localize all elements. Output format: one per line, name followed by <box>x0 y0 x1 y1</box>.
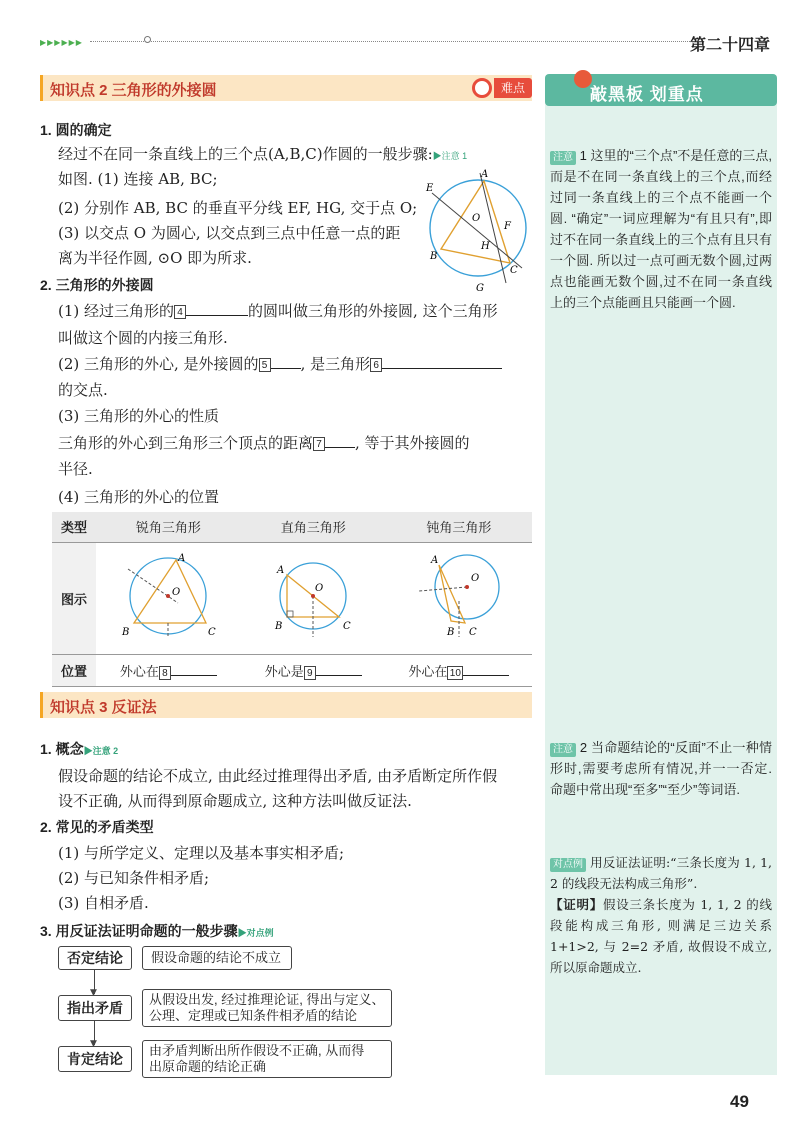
note-text: 这里的“三个点”不是任意的三点,而是不在同一条直线上的三个点,而经过同一条直线上的三个点不能画一个圆. “确定”一词应理解为“有且只有”,即过不在同一条直线上的三个点有且只有一个圆. 所以过一点可画无数个圆,过两点也能画无数个圆,过不在同一条直线上的三个点能画且只能画一个圆. <box>550 148 772 310</box>
fig1-label: E <box>426 183 434 194</box>
example-text: 用反证法证明:“三条长度为 1, 1, 2 的线段无法构成三角形”. <box>550 855 772 891</box>
tri-label: O <box>315 583 324 594</box>
answer-box: 6 <box>370 358 382 372</box>
answer-blank[interactable] <box>186 300 248 316</box>
section-title: 知识点 3 反证法 <box>50 699 157 716</box>
paragraph <box>58 142 467 168</box>
paragraph: (3) 自相矛盾. <box>58 894 149 912</box>
difficulty-badge: 难点 <box>494 78 532 98</box>
flow-desc: 从假设出发, 经过推理论证, 得出与定义、 公理、定理或已知条件相矛盾的结论 <box>142 989 392 1027</box>
heading-concept: 1. 概念▶注意 2 <box>40 741 119 757</box>
heading-circle-determination: 1. 圆的确定 <box>40 122 112 138</box>
position-cell: 外心在 10 <box>386 654 532 686</box>
text: 经过不在同一条直线上的三个点(A,B,C)作圆的一般步骤: <box>58 145 433 163</box>
answer-blank[interactable] <box>382 353 502 369</box>
answer-box: 4 <box>174 305 186 319</box>
position-cell: 外心在 8 <box>96 654 241 686</box>
flow-step-affirm: 肯定结论 <box>58 1046 132 1072</box>
paragraph: (4) 三角形的外心的位置 <box>58 488 220 506</box>
paragraph: (3) 以交点 O 为圆心, 以交点到三点中任意一点的距 <box>58 224 401 242</box>
note-link[interactable]: ▶注意 2 <box>83 746 119 756</box>
sidebar-note-2 <box>550 737 772 800</box>
fig1-label: G <box>476 283 484 294</box>
paragraph: 的交点. <box>58 381 108 399</box>
table-header-cell: 类型 <box>52 512 96 542</box>
note-tag: 注意 <box>550 151 576 165</box>
arrow-down-icon: ▼ <box>90 1039 97 1049</box>
heading-contradictions: 2. 常见的矛盾类型 <box>40 819 154 835</box>
tri-label: C <box>208 627 217 638</box>
table-header-cell: 直角三角形 <box>241 512 386 542</box>
note-link[interactable]: ▶注意 1 <box>432 151 468 161</box>
note-tag: 注意 <box>550 743 576 757</box>
tri-label: C <box>468 627 477 638</box>
paragraph: (1) 经过三角形的 4 的圆叫做三角形的外接圆, 这个三角形 <box>58 302 498 320</box>
flow-step-negate: 否定结论 <box>58 946 132 970</box>
circumcircle-construction-figure <box>418 165 536 295</box>
arrow-down-icon: ▼ <box>90 988 97 998</box>
table-header-cell: 钝角三角形 <box>386 512 532 542</box>
paragraph: (2) 三角形的外心, 是外接圆的 5 , 是三角形 6 <box>58 352 538 376</box>
answer-box: 5 <box>259 358 271 372</box>
heading-circumcircle: 2. 三角形的外接圆 <box>40 277 154 293</box>
paragraph: 离为半径作圆, ⊙O 即为所求. <box>58 249 252 267</box>
paragraph: 叫做这个圆的内接三角形. <box>58 329 228 347</box>
sidebar-title: 敲黑板 划重点 <box>590 85 704 104</box>
section-title: 知识点 2 三角形的外接圆 <box>50 82 217 99</box>
obtuse-triangle-figure <box>386 542 532 654</box>
paragraph: (3) 三角形的外心的性质 <box>58 407 220 425</box>
paragraph: (2) 与已知条件相矛盾; <box>58 869 210 887</box>
tri-label: A <box>277 565 285 576</box>
tri-label: O <box>470 573 480 584</box>
fig1-label: A <box>481 169 489 180</box>
fig1-label: B <box>430 251 438 262</box>
flow-step-contradiction: 指出矛盾 <box>58 995 132 1021</box>
tri-label: B <box>122 627 130 638</box>
fig1-label: O <box>472 213 481 224</box>
tri-label: O <box>172 587 181 598</box>
position-cell: 外心是 9 <box>241 654 386 686</box>
note-number: 2 <box>579 740 588 755</box>
flow-desc: 假设命题的结论不成立 <box>142 946 292 970</box>
answer-blank[interactable] <box>325 432 355 448</box>
page-number: 49 <box>730 1092 749 1111</box>
fig1-label: H <box>481 241 490 252</box>
acute-triangle-figure <box>96 542 241 654</box>
paragraph: 三角形的外心到三角形三个顶点的距离 7 , 等于其外接圆的 <box>58 434 470 452</box>
header-arrows-icon: ▶▶▶▶▶▶ <box>40 38 83 47</box>
flow-desc: 由矛盾判断出所作假设不正确, 从而得 出原命题的结论正确 <box>142 1040 392 1078</box>
sidebar-note-1 <box>550 145 772 313</box>
tri-label: C <box>343 621 351 632</box>
note-link[interactable]: ▶对点例 <box>237 928 274 938</box>
proof-label: 【证明】 <box>550 897 603 912</box>
circumcenter-position-table <box>52 512 532 687</box>
tri-label: A <box>430 555 439 566</box>
answer-box: 7 <box>313 437 325 451</box>
paragraph: 假设命题的结论不成立, 由此经过推理得出矛盾, 由矛盾断定所作假 <box>58 767 498 785</box>
tri-label: B <box>275 621 283 632</box>
paragraph: 半径. <box>58 460 93 478</box>
header-circle-icon <box>144 36 151 43</box>
paragraph: (1) 与所学定义、定理以及基本事实相矛盾; <box>58 844 345 862</box>
paragraph: (2) 分别作 AB, BC 的垂直平分线 EF, HG, 交于点 O; <box>58 199 418 217</box>
paragraph: 设不正确, 从而得到原命题成立, 这种方法叫做反证法. <box>58 792 412 810</box>
target-icon <box>472 78 492 98</box>
fig1-label: C <box>510 265 518 276</box>
proof-text: 假设三条长度为 1, 1, 2 的线段能构成三角形, 则满足三边关系 1+1>2, 与 2=2 矛盾, 故假设不成立, 所以原命题成立. <box>550 897 772 975</box>
table-row-label: 位置 <box>52 654 96 686</box>
note-text: 当命题结论的“反面”不止一种情形时,需要考虑所有情况,并一一否定. 命题中常出现“至多”“至少”等词语. <box>550 740 772 797</box>
chapter-title: 第二十四章 <box>690 37 771 54</box>
right-triangle-figure <box>241 542 386 654</box>
table-row-label: 图示 <box>52 542 96 654</box>
note-number: 1 <box>579 148 587 163</box>
tri-label: A <box>178 553 186 564</box>
paragraph: 如图. (1) 连接 AB, BC; <box>58 170 218 188</box>
sidebar-example <box>550 852 772 978</box>
header-rule <box>90 41 690 42</box>
fig1-label: F <box>504 221 511 232</box>
answer-blank[interactable] <box>271 353 301 369</box>
table-header-cell: 锐角三角形 <box>96 512 241 542</box>
example-tag: 对点例 <box>550 858 586 872</box>
heading-proof-steps: 3. 用反证法证明命题的一般步骤▶对点例 <box>40 923 274 939</box>
tri-label: B <box>446 627 455 638</box>
